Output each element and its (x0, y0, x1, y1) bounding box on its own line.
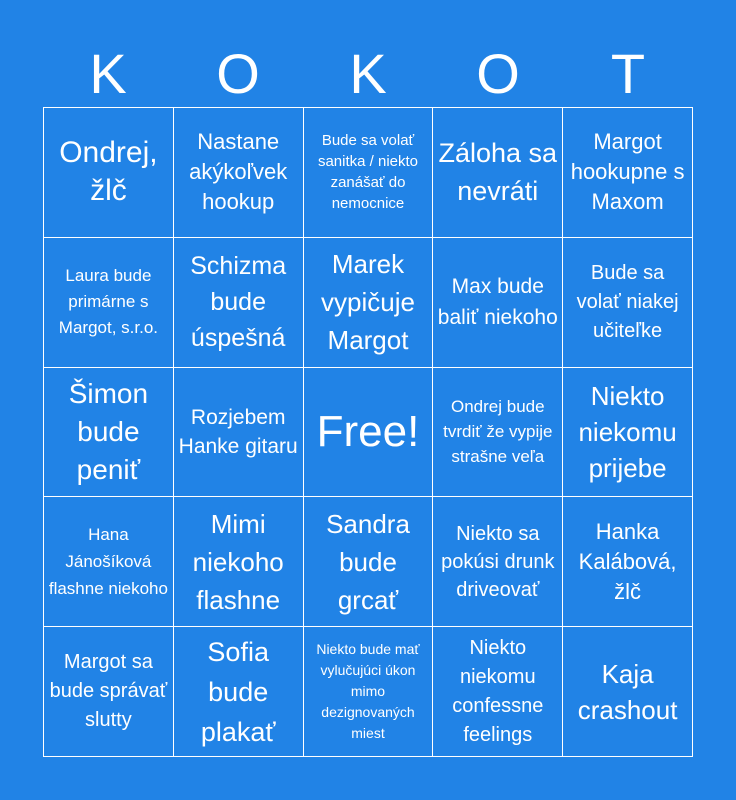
header-letter: K (89, 42, 127, 105)
bingo-cell[interactable] (433, 238, 563, 368)
cell-text: Schizma bude úspešná (190, 252, 287, 353)
bingo-header (43, 40, 693, 108)
bingo-cell[interactable] (44, 238, 174, 368)
bingo-cell[interactable] (304, 108, 434, 238)
bingo-cell[interactable] (44, 627, 174, 757)
bingo-cell[interactable] (44, 368, 174, 498)
bingo-cell[interactable] (433, 497, 563, 627)
bingo-cell[interactable] (304, 497, 434, 627)
cell-text: Marek vypičuje Margot (321, 249, 415, 356)
bingo-cell[interactable] (563, 627, 693, 757)
bingo-cell[interactable] (433, 627, 563, 757)
cell-text: Niekto niekomu prijebe (578, 380, 677, 483)
bingo-cell[interactable] (304, 368, 434, 498)
bingo-cell[interactable] (174, 368, 304, 498)
cell-text: Laura bude primárne s Margot, s.r.o. (58, 266, 158, 338)
bingo-cell[interactable] (563, 238, 693, 368)
header-letter: O (216, 42, 260, 105)
bingo-cell[interactable] (433, 368, 563, 498)
bingo-cell[interactable] (174, 497, 304, 627)
cell-text: Záloha sa nevráti (438, 138, 558, 207)
cell-text: Nastane akýkoľvek hookup (189, 129, 288, 215)
header-letter: K (349, 42, 387, 105)
cell-text: Bude sa volať niakej učiteľke (576, 261, 679, 342)
cell-text: Hanka Kalábová, žlč (578, 518, 677, 604)
bingo-cell[interactable] (174, 627, 304, 757)
bingo-cell[interactable] (44, 497, 174, 627)
bingo-cell[interactable] (44, 108, 174, 238)
cell-text: Ondrej, žlč (59, 136, 158, 208)
cell-text: Mimi niekoho flashne (192, 508, 284, 615)
bingo-cell[interactable] (174, 108, 304, 238)
cell-text: Ondrej bude tvrdiť že vypije strašne veľa (443, 397, 553, 467)
cell-text: Kaja crashout (577, 658, 678, 725)
cell-text: Bude sa volať sanitka / niekto zanášať do nemocnice (317, 132, 419, 213)
bingo-cell[interactable] (563, 108, 693, 238)
header-letter: T (610, 42, 646, 105)
bingo-cell[interactable] (563, 497, 693, 627)
cell-text: Šimon bude peniť (68, 377, 149, 485)
cell-text: Niekto bude mať vylučujúci úkon mimo dezignovaných miest (316, 641, 420, 742)
cell-text: Sofia bude plakať (200, 636, 276, 747)
bingo-cell[interactable] (174, 238, 304, 368)
bingo-cell[interactable] (433, 108, 563, 238)
bingo-grid (43, 107, 693, 757)
cell-text: Hana Jánošíková flashne niekoho (48, 525, 168, 599)
cell-text: Niekto sa pokúsi drunk driveovať (441, 522, 555, 601)
bingo-cell[interactable] (304, 238, 434, 368)
bingo-cell[interactable] (563, 368, 693, 498)
cell-text: Margot sa bude správať slutty (49, 651, 168, 732)
cell-text free-space: Free! (316, 406, 420, 456)
cell-text: Rozjebem Hanke gitaru (178, 405, 298, 458)
bingo-cell[interactable] (304, 627, 434, 757)
cell-text: Niekto niekomu confessne feelings (452, 636, 544, 746)
header-letter: O (476, 42, 520, 105)
cell-text: Margot hookupne s Maxom (570, 129, 685, 215)
cell-text: Max bude baliť niekoho (437, 275, 558, 330)
cell-text: Sandra bude grcať (326, 508, 410, 615)
